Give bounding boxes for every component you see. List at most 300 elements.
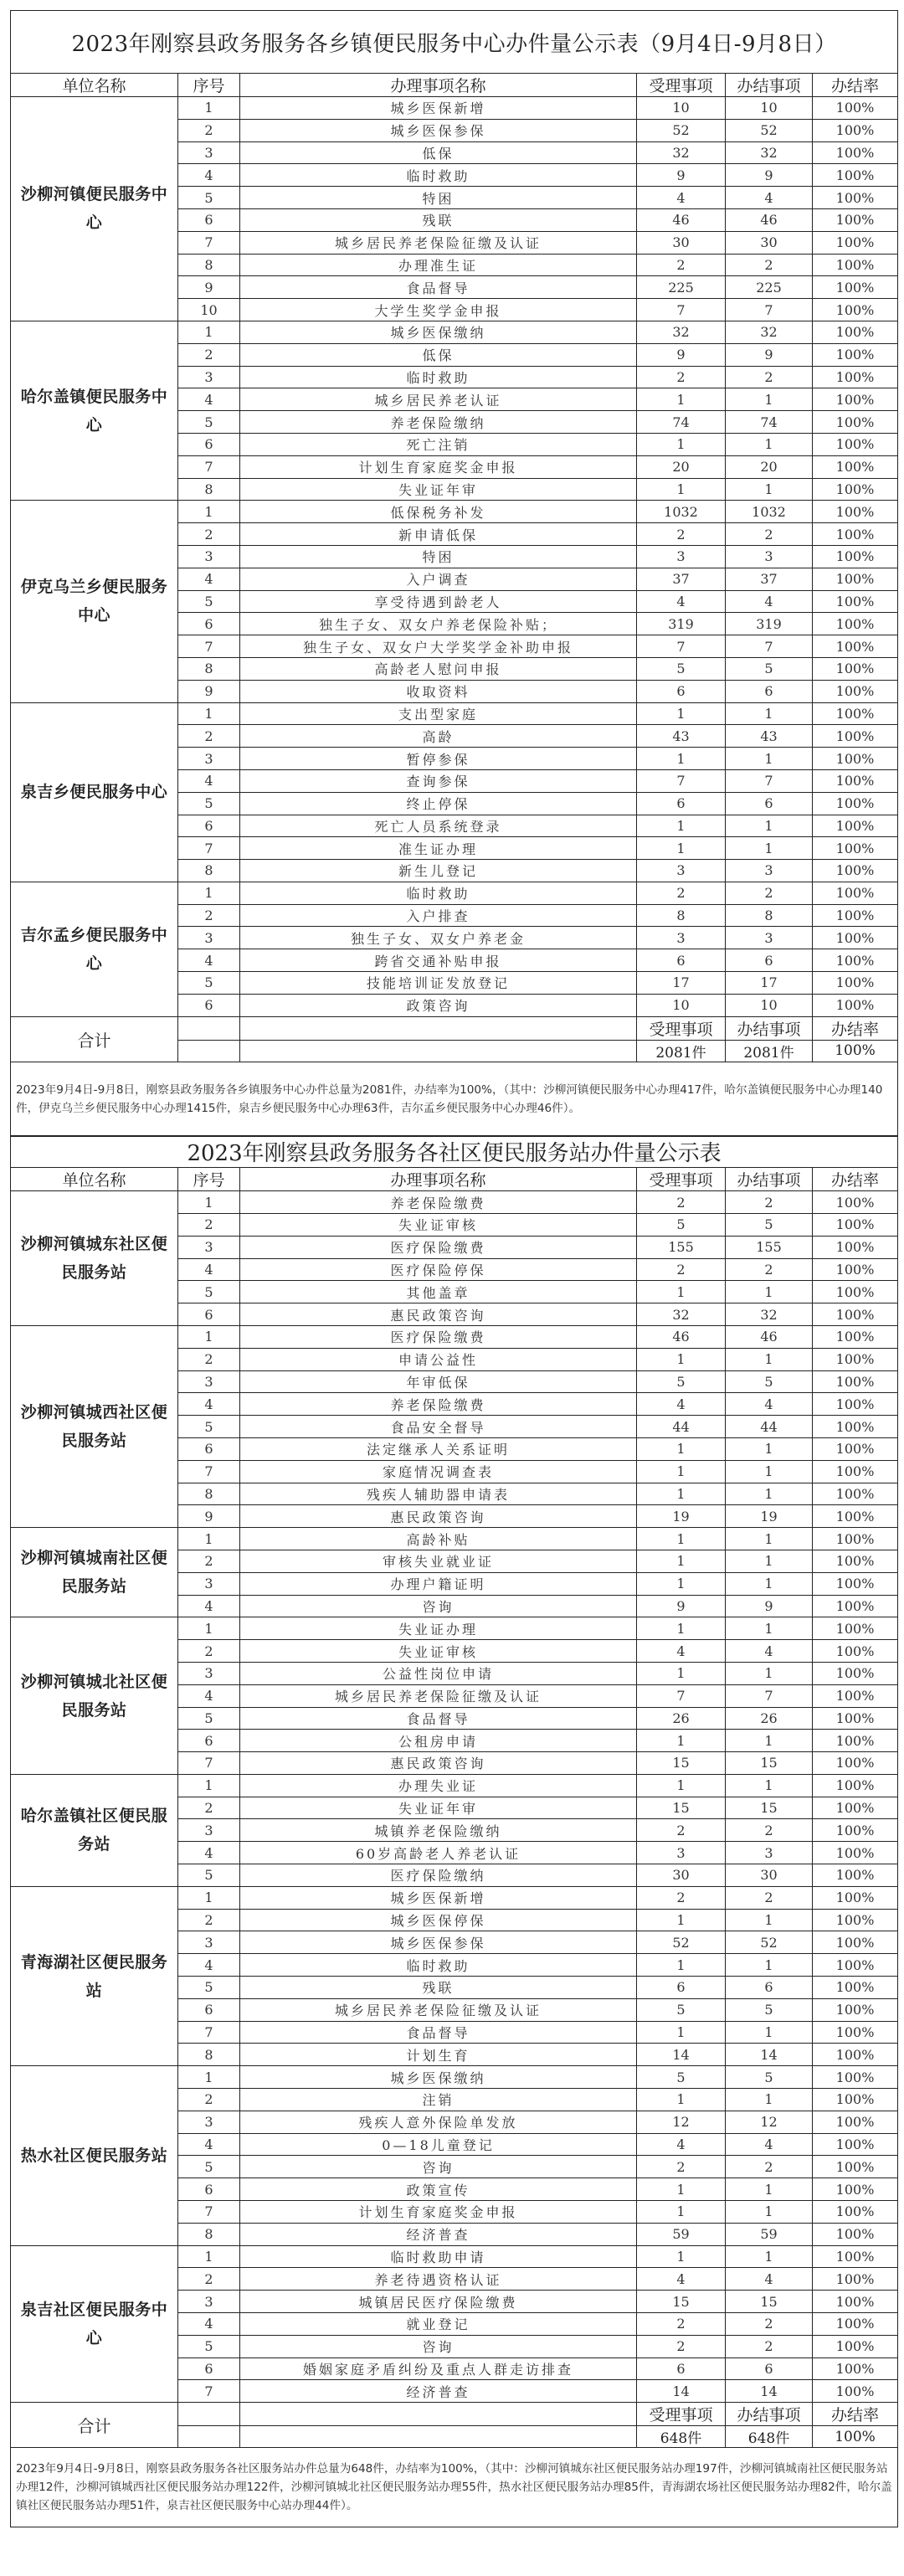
row-accepted: 46 xyxy=(637,1325,726,1348)
row-rate: 100% xyxy=(813,1236,898,1258)
row-item: 其他盖章 xyxy=(240,1281,637,1303)
row-rate: 100% xyxy=(813,1483,898,1505)
row-item: 暂停参保 xyxy=(240,748,637,770)
row-rate: 100% xyxy=(813,994,898,1016)
header-rate: 办结率 xyxy=(813,1168,898,1191)
row-accepted: 319 xyxy=(637,613,726,635)
row-item: 政策咨询 xyxy=(240,994,637,1016)
table-title-row xyxy=(11,1136,898,1168)
row-completed: 20 xyxy=(726,455,813,478)
row-item: 办理准生证 xyxy=(240,254,637,276)
row-accepted: 1 xyxy=(637,815,726,837)
row-seq: 10 xyxy=(178,299,240,321)
township-center-table xyxy=(10,10,898,1137)
row-item: 城乡居民养老保险征缴及认证 xyxy=(240,231,637,254)
row-seq: 2 xyxy=(178,343,240,366)
row-rate: 100% xyxy=(813,725,898,748)
row-completed: 1 xyxy=(726,433,813,455)
row-accepted: 7 xyxy=(637,299,726,321)
row-seq: 8 xyxy=(178,478,240,501)
row-accepted: 30 xyxy=(637,1864,726,1887)
row-accepted: 2 xyxy=(637,366,726,388)
row-seq: 4 xyxy=(178,2133,240,2156)
row-seq: 4 xyxy=(178,1393,240,1416)
row-seq: 6 xyxy=(178,613,240,635)
row-accepted: 30 xyxy=(637,231,726,254)
row-accepted: 3 xyxy=(637,545,726,568)
row-accepted: 4 xyxy=(637,187,726,209)
row-seq: 1 xyxy=(178,1886,240,1909)
row-accepted: 3 xyxy=(637,1842,726,1864)
row-rate: 100% xyxy=(813,635,898,658)
row-completed: 5 xyxy=(726,657,813,680)
row-seq: 1 xyxy=(178,1617,240,1640)
row-completed: 6 xyxy=(726,949,813,972)
row-completed: 1 xyxy=(726,1730,813,1752)
header-seq: 序号 xyxy=(178,1168,240,1191)
row-rate: 100% xyxy=(813,2380,898,2403)
row-seq: 4 xyxy=(178,2313,240,2336)
row-seq: 1 xyxy=(178,97,240,120)
total-empty xyxy=(240,1040,637,1062)
row-completed: 1 xyxy=(726,1437,813,1460)
row-item: 食品督导 xyxy=(240,1707,637,1730)
row-completed: 1 xyxy=(726,837,813,860)
row-accepted: 155 xyxy=(637,1236,726,1258)
row-seq: 2 xyxy=(178,1797,240,1819)
row-item: 医疗保险停保 xyxy=(240,1258,637,1281)
row-seq: 8 xyxy=(178,1483,240,1505)
row-rate: 100% xyxy=(813,299,898,321)
row-accepted: 15 xyxy=(637,1752,726,1775)
row-rate: 100% xyxy=(813,2268,898,2291)
row-rate: 100% xyxy=(813,1707,898,1730)
row-item: 大学生奖学金申报 xyxy=(240,299,637,321)
table-row xyxy=(11,882,898,904)
row-seq: 2 xyxy=(178,1640,240,1663)
row-completed: 4 xyxy=(726,2268,813,2291)
table-row xyxy=(11,321,898,343)
row-completed: 2 xyxy=(726,1191,813,1214)
row-seq: 2 xyxy=(178,2089,240,2111)
row-completed: 3 xyxy=(726,1842,813,1864)
row-seq: 3 xyxy=(178,1662,240,1684)
row-completed: 2 xyxy=(726,523,813,546)
row-item: 养老待遇资格认证 xyxy=(240,2268,637,2291)
row-seq: 3 xyxy=(178,2111,240,2133)
row-accepted: 10 xyxy=(637,97,726,120)
row-seq: 2 xyxy=(178,119,240,141)
row-accepted: 6 xyxy=(637,2357,726,2380)
row-completed: 1 xyxy=(726,1528,813,1550)
row-rate: 100% xyxy=(813,164,898,187)
row-accepted: 14 xyxy=(637,2044,726,2066)
row-seq: 4 xyxy=(178,1954,240,1977)
total-empty xyxy=(240,2426,637,2448)
row-rate: 100% xyxy=(813,455,898,478)
row-accepted: 2 xyxy=(637,2313,726,2336)
row-completed: 5 xyxy=(726,1213,813,1236)
table-row xyxy=(11,1191,898,1214)
row-accepted: 37 xyxy=(637,568,726,590)
row-rate: 100% xyxy=(813,1842,898,1864)
row-accepted: 1 xyxy=(637,478,726,501)
row-item: 低保税务补发 xyxy=(240,501,637,523)
row-accepted: 1 xyxy=(637,837,726,860)
row-accepted: 52 xyxy=(637,1931,726,1954)
total-rate: 100% xyxy=(813,1040,898,1062)
row-rate: 100% xyxy=(813,1213,898,1236)
row-rate: 100% xyxy=(813,1281,898,1303)
total-header-completed: 办结事项 xyxy=(726,2403,813,2426)
row-accepted: 17 xyxy=(637,972,726,995)
row-item: 政策宣传 xyxy=(240,2178,637,2201)
total-rate: 100% xyxy=(813,2426,898,2448)
row-completed: 15 xyxy=(726,1797,813,1819)
row-rate: 100% xyxy=(813,1572,898,1595)
total-empty xyxy=(178,1040,240,1062)
row-completed: 7 xyxy=(726,635,813,658)
row-seq: 1 xyxy=(178,321,240,343)
row-completed: 6 xyxy=(726,1977,813,1999)
row-rate: 100% xyxy=(813,388,898,411)
row-seq: 8 xyxy=(178,860,240,882)
row-seq: 1 xyxy=(178,1528,240,1550)
row-rate: 100% xyxy=(813,254,898,276)
table-row xyxy=(11,97,898,120)
row-completed: 7 xyxy=(726,1684,813,1707)
row-seq: 9 xyxy=(178,276,240,299)
row-rate: 100% xyxy=(813,1348,898,1370)
table-row xyxy=(11,1774,898,1797)
row-rate: 100% xyxy=(813,2223,898,2245)
row-item: 养老保险缴费 xyxy=(240,1393,637,1416)
row-accepted: 2 xyxy=(637,882,726,904)
table-title: 2023年刚察县政务服务各社区便民服务站办件量公示表 xyxy=(11,1136,898,1168)
row-rate: 100% xyxy=(813,433,898,455)
row-item: 公租房申请 xyxy=(240,1730,637,1752)
row-item: 新生儿登记 xyxy=(240,860,637,882)
row-rate: 100% xyxy=(813,904,898,927)
row-completed: 1 xyxy=(726,2201,813,2224)
row-accepted: 4 xyxy=(637,1640,726,1663)
row-accepted: 6 xyxy=(637,949,726,972)
row-seq: 4 xyxy=(178,769,240,792)
header-accepted: 受理事项 xyxy=(637,1168,726,1191)
row-item: 城乡医保缴纳 xyxy=(240,2066,637,2089)
row-completed: 19 xyxy=(726,1505,813,1528)
row-item: 城镇养老保险缴纳 xyxy=(240,1819,637,1842)
row-accepted: 3 xyxy=(637,927,726,949)
row-item: 60岁高龄老人养老认证 xyxy=(240,1842,637,1864)
row-item: 城乡医保停保 xyxy=(240,1909,637,1931)
row-item: 高龄补贴 xyxy=(240,1528,637,1550)
unit-name: 泉吉乡便民服务中心 xyxy=(11,702,178,882)
row-accepted: 2 xyxy=(637,1191,726,1214)
unit-name: 沙柳河镇城南社区便民服务站 xyxy=(11,1528,178,1617)
row-accepted: 1 xyxy=(637,433,726,455)
row-item: 技能培训证发放登记 xyxy=(240,972,637,995)
row-completed: 14 xyxy=(726,2380,813,2403)
row-accepted: 8 xyxy=(637,904,726,927)
row-rate: 100% xyxy=(813,972,898,995)
row-item: 年审低保 xyxy=(240,1370,637,1393)
row-item: 临时救助 xyxy=(240,882,637,904)
total-empty xyxy=(178,2426,240,2448)
row-seq: 7 xyxy=(178,837,240,860)
row-item: 残联 xyxy=(240,208,637,231)
row-rate: 100% xyxy=(813,1662,898,1684)
row-seq: 2 xyxy=(178,1909,240,1931)
row-item: 独生子女、双女户养老金 xyxy=(240,927,637,949)
row-accepted: 4 xyxy=(637,1393,726,1416)
row-completed: 9 xyxy=(726,164,813,187)
unit-name: 青海湖社区便民服务站 xyxy=(11,1886,178,2065)
row-rate: 100% xyxy=(813,366,898,388)
row-seq: 3 xyxy=(178,1931,240,1954)
summary-note: 2023年9月4日-9月8日，刚察县政务服务各社区服务站办件总量为648件，办结率为100%，（其中：沙柳河镇城东社区便民服务站办理197件，沙柳河镇城南社区便民服务站办理12件，沙柳河镇城西社区便民服务站办理122件，沙柳河镇城北社区便民服务站办理55件，热水社区便民服务站办理85件，青海湖农场社区便民服务站办理82件，哈尔盖镇社区便民服务站办理51件，泉吉社区便民服务中心站办理44件）。 xyxy=(11,2448,898,2527)
table-title-row xyxy=(11,11,898,74)
total-empty xyxy=(178,1016,240,1040)
row-item: 养老保险缴费 xyxy=(240,1191,637,1214)
row-completed: 7 xyxy=(726,769,813,792)
row-accepted: 15 xyxy=(637,2291,726,2313)
row-completed: 2 xyxy=(726,2335,813,2357)
row-seq: 1 xyxy=(178,2066,240,2089)
row-seq: 6 xyxy=(178,815,240,837)
row-accepted: 3 xyxy=(637,860,726,882)
row-item: 城乡居民养老保险征缴及认证 xyxy=(240,1684,637,1707)
row-accepted: 59 xyxy=(637,2223,726,2245)
row-accepted: 1 xyxy=(637,1954,726,1977)
row-seq: 7 xyxy=(178,1752,240,1775)
row-rate: 100% xyxy=(813,411,898,434)
row-seq: 5 xyxy=(178,590,240,613)
row-completed: 12 xyxy=(726,2111,813,2133)
row-accepted: 225 xyxy=(637,276,726,299)
row-completed: 46 xyxy=(726,1325,813,1348)
row-completed: 3 xyxy=(726,545,813,568)
row-rate: 100% xyxy=(813,1393,898,1416)
header-item: 办理事项名称 xyxy=(240,74,637,97)
row-completed: 319 xyxy=(726,613,813,635)
row-item: 享受待遇到龄老人 xyxy=(240,590,637,613)
row-accepted: 12 xyxy=(637,2111,726,2133)
row-accepted: 32 xyxy=(637,1303,726,1326)
row-completed: 17 xyxy=(726,972,813,995)
total-completed: 2081件 xyxy=(726,1040,813,1062)
row-rate: 100% xyxy=(813,1886,898,1909)
row-seq: 1 xyxy=(178,1191,240,1214)
row-completed: 2 xyxy=(726,1819,813,1842)
row-accepted: 1 xyxy=(637,1483,726,1505)
row-item: 高龄老人慰问申报 xyxy=(240,657,637,680)
row-completed: 30 xyxy=(726,231,813,254)
row-completed: 2 xyxy=(726,882,813,904)
row-seq: 8 xyxy=(178,2044,240,2066)
row-seq: 1 xyxy=(178,2245,240,2268)
row-item: 食品督导 xyxy=(240,276,637,299)
row-rate: 100% xyxy=(813,769,898,792)
row-accepted: 1 xyxy=(637,1909,726,1931)
unit-name: 热水社区便民服务站 xyxy=(11,2066,178,2245)
row-rate: 100% xyxy=(813,1864,898,1887)
row-rate: 100% xyxy=(813,343,898,366)
row-item: 独生子女、双女户大学奖学金补助申报 xyxy=(240,635,637,658)
row-item: 计划生育家庭奖金申报 xyxy=(240,455,637,478)
row-seq: 5 xyxy=(178,1977,240,1999)
row-seq: 3 xyxy=(178,1370,240,1393)
row-seq: 6 xyxy=(178,1730,240,1752)
row-completed: 1 xyxy=(726,748,813,770)
row-accepted: 43 xyxy=(637,725,726,748)
row-seq: 3 xyxy=(178,141,240,164)
row-seq: 6 xyxy=(178,2178,240,2201)
table-row xyxy=(11,1325,898,1348)
row-completed: 46 xyxy=(726,208,813,231)
row-rate: 100% xyxy=(813,2156,898,2178)
row-seq: 6 xyxy=(178,1437,240,1460)
row-completed: 6 xyxy=(726,680,813,702)
row-completed: 32 xyxy=(726,321,813,343)
total-empty xyxy=(240,1016,637,1040)
row-item: 失业证审核 xyxy=(240,1640,637,1663)
row-seq: 3 xyxy=(178,366,240,388)
row-rate: 100% xyxy=(813,1797,898,1819)
row-accepted: 6 xyxy=(637,1977,726,1999)
row-completed: 6 xyxy=(726,792,813,815)
row-completed: 4 xyxy=(726,2133,813,2156)
row-completed: 6 xyxy=(726,2357,813,2380)
row-item: 注销 xyxy=(240,2089,637,2111)
row-accepted: 2 xyxy=(637,1258,726,1281)
row-item: 查询参保 xyxy=(240,769,637,792)
community-station-table xyxy=(10,1135,898,2527)
row-accepted: 1 xyxy=(637,1348,726,1370)
row-item: 婚姻家庭矛盾纠纷及重点人群走访排查 xyxy=(240,2357,637,2380)
row-accepted: 1 xyxy=(637,1617,726,1640)
row-rate: 100% xyxy=(813,657,898,680)
row-completed: 26 xyxy=(726,1707,813,1730)
row-rate: 100% xyxy=(813,1909,898,1931)
header-unit: 单位名称 xyxy=(11,1168,178,1191)
unit-name: 哈尔盖镇便民服务中心 xyxy=(11,321,178,500)
row-seq: 6 xyxy=(178,208,240,231)
row-seq: 2 xyxy=(178,2268,240,2291)
row-rate: 100% xyxy=(813,1954,898,1977)
row-seq: 7 xyxy=(178,1460,240,1483)
row-completed: 1 xyxy=(726,815,813,837)
row-rate: 100% xyxy=(813,2021,898,2044)
row-completed: 7 xyxy=(726,299,813,321)
table-row xyxy=(11,1528,898,1550)
row-accepted: 2 xyxy=(637,1819,726,1842)
row-seq: 6 xyxy=(178,433,240,455)
row-seq: 2 xyxy=(178,1348,240,1370)
row-completed: 2 xyxy=(726,366,813,388)
row-completed: 5 xyxy=(726,1998,813,2021)
row-accepted: 14 xyxy=(637,2380,726,2403)
row-item: 高龄 xyxy=(240,725,637,748)
row-completed: 5 xyxy=(726,2066,813,2089)
row-accepted: 1 xyxy=(637,1281,726,1303)
row-seq: 9 xyxy=(178,1505,240,1528)
row-rate: 100% xyxy=(813,2357,898,2380)
row-seq: 1 xyxy=(178,501,240,523)
row-seq: 4 xyxy=(178,949,240,972)
row-seq: 7 xyxy=(178,2380,240,2403)
row-item: 咨询 xyxy=(240,2156,637,2178)
row-completed: 1 xyxy=(726,702,813,725)
row-item: 医疗保险缴费 xyxy=(240,1236,637,1258)
row-seq: 3 xyxy=(178,1819,240,1842)
row-accepted: 1 xyxy=(637,1460,726,1483)
row-accepted: 19 xyxy=(637,1505,726,1528)
row-accepted: 1 xyxy=(637,748,726,770)
row-rate: 100% xyxy=(813,545,898,568)
row-completed: 9 xyxy=(726,1595,813,1617)
row-accepted: 7 xyxy=(637,769,726,792)
row-rate: 100% xyxy=(813,1258,898,1281)
row-accepted: 7 xyxy=(637,1684,726,1707)
row-rate: 100% xyxy=(813,1416,898,1438)
row-rate: 100% xyxy=(813,613,898,635)
row-completed: 155 xyxy=(726,1236,813,1258)
row-item: 城乡医保新增 xyxy=(240,1886,637,1909)
row-rate: 100% xyxy=(813,1595,898,1617)
row-completed: 1 xyxy=(726,1909,813,1931)
table-row xyxy=(11,702,898,725)
total-accepted: 2081件 xyxy=(637,1040,726,1062)
row-accepted: 1 xyxy=(637,1774,726,1797)
row-completed: 2 xyxy=(726,254,813,276)
row-rate: 100% xyxy=(813,523,898,546)
row-completed: 32 xyxy=(726,141,813,164)
table-row xyxy=(11,501,898,523)
total-accepted: 648件 xyxy=(637,2426,726,2448)
row-accepted: 5 xyxy=(637,1370,726,1393)
row-item: 死亡人员系统登录 xyxy=(240,815,637,837)
row-item: 办理户籍证明 xyxy=(240,1572,637,1595)
row-seq: 4 xyxy=(178,568,240,590)
row-seq: 4 xyxy=(178,1258,240,1281)
row-rate: 100% xyxy=(813,1528,898,1550)
row-rate: 100% xyxy=(813,748,898,770)
unit-name: 沙柳河镇城西社区便民服务站 xyxy=(11,1325,178,1527)
row-item: 惠民政策咨询 xyxy=(240,1505,637,1528)
row-completed: 225 xyxy=(726,276,813,299)
row-completed: 9 xyxy=(726,343,813,366)
row-rate: 100% xyxy=(813,2335,898,2357)
row-item: 经济普查 xyxy=(240,2223,637,2245)
row-completed: 15 xyxy=(726,2291,813,2313)
header-completed: 办结事项 xyxy=(726,1168,813,1191)
row-rate: 100% xyxy=(813,1191,898,1214)
row-item: 就业登记 xyxy=(240,2313,637,2336)
row-rate: 100% xyxy=(813,1752,898,1775)
row-seq: 5 xyxy=(178,2335,240,2357)
row-accepted: 1 xyxy=(637,2245,726,2268)
row-completed: 4 xyxy=(726,1393,813,1416)
row-accepted: 6 xyxy=(637,792,726,815)
row-item: 终止停保 xyxy=(240,792,637,815)
total-header-row xyxy=(11,1016,898,1040)
row-seq: 2 xyxy=(178,523,240,546)
row-seq: 7 xyxy=(178,2021,240,2044)
header-accepted: 受理事项 xyxy=(637,74,726,97)
row-rate: 100% xyxy=(813,276,898,299)
row-seq: 6 xyxy=(178,1303,240,1326)
